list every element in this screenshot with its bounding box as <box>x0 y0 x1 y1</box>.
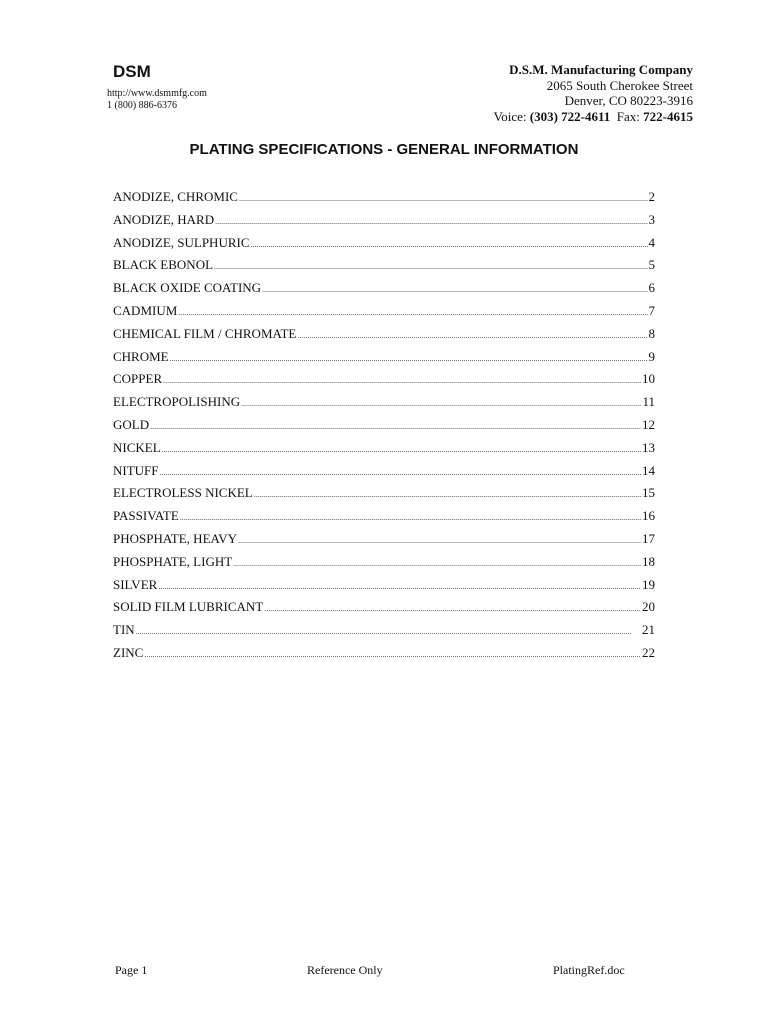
toc-entry[interactable] <box>113 619 655 642</box>
company-logo: DSM <box>113 62 151 81</box>
toc-entry-label: CADMIUM <box>113 302 178 318</box>
toc-entry-label: BLACK EBONOL <box>113 257 214 273</box>
toc-entry-page: 22 <box>642 644 655 660</box>
toc-leader-dots <box>214 256 647 279</box>
toc-leader-dots <box>238 530 641 553</box>
fax-label: Fax: <box>610 108 644 124</box>
toc-entry[interactable] <box>113 232 655 255</box>
voice-label: Voice: <box>493 108 530 124</box>
toc-entry[interactable] <box>113 277 655 300</box>
website-link[interactable]: http://www.dsmmfg.com <box>107 88 207 99</box>
page-title: PLATING SPECIFICATIONS - GENERAL INFORMATION <box>189 141 579 158</box>
toc-entry-page: 7 <box>648 302 655 318</box>
table-of-contents <box>113 186 655 665</box>
toc-entry-page: 12 <box>642 416 655 432</box>
contact-line <box>494 109 693 125</box>
company-address-block <box>494 62 693 124</box>
toc-entry-label: BLACK OXIDE COATING <box>113 280 262 296</box>
toc-entry-page: 10 <box>642 371 655 387</box>
toc-entry[interactable] <box>113 596 655 619</box>
toc-entry-page: 8 <box>648 325 655 341</box>
toc-entry[interactable] <box>113 209 655 232</box>
toc-entry[interactable] <box>113 460 655 483</box>
toc-entry-page: 6 <box>648 280 655 296</box>
toc-entry[interactable] <box>113 254 655 277</box>
toc-leader-dots <box>136 621 641 644</box>
toc-leader-dots <box>297 325 647 348</box>
toc-entry-label: PASSIVATE <box>113 508 179 524</box>
toc-entry-label: PHOSPHATE, HEAVY <box>113 530 238 546</box>
toc-leader-dots <box>239 188 648 211</box>
toc-entry-page: 2 <box>648 189 655 204</box>
voice-number: (303) 722-4611 <box>529 108 611 124</box>
toc-entry[interactable] <box>113 186 655 209</box>
toc-leader-dots <box>160 462 641 485</box>
toc-entry-page: 14 <box>642 462 655 478</box>
toc-entry[interactable] <box>113 346 655 369</box>
toc-leader-dots <box>162 439 641 462</box>
toc-leader-dots <box>180 507 641 530</box>
toc-leader-dots <box>178 302 647 325</box>
toc-entry[interactable] <box>113 323 655 346</box>
phone-number: 1 (800) 886-6376 <box>107 100 177 111</box>
toc-entry[interactable] <box>113 551 655 574</box>
toc-entry-page: 21 <box>642 622 655 638</box>
toc-entry-page: 19 <box>642 576 655 592</box>
toc-entry[interactable] <box>113 437 655 460</box>
toc-entry-page: 18 <box>642 553 655 569</box>
toc-leader-dots <box>233 553 641 576</box>
toc-entry-page: 9 <box>648 348 655 364</box>
toc-leader-dots <box>150 416 641 439</box>
toc-leader-dots <box>215 211 647 234</box>
toc-entry[interactable] <box>113 300 655 323</box>
toc-entry-label: ELECTROLESS NICKEL <box>113 485 253 501</box>
toc-entry-label: GOLD <box>113 416 150 432</box>
toc-entry-label: ANODIZE, SULPHURIC <box>113 234 250 250</box>
toc-entry-label: CHROME <box>113 348 169 364</box>
toc-entry-label: NICKEL <box>113 439 161 455</box>
toc-leader-dots <box>170 348 648 371</box>
toc-entry[interactable] <box>113 528 655 551</box>
toc-entry-label: SILVER <box>113 576 158 592</box>
city-state-zip: Denver, CO 80223-3916 <box>564 93 693 108</box>
toc-leader-dots <box>262 279 647 302</box>
toc-leader-dots <box>144 644 641 667</box>
toc-entry-page: 15 <box>642 485 655 501</box>
footer-note: Reference Only <box>307 963 383 977</box>
toc-entry-label: NITUFF <box>113 462 159 478</box>
toc-entry-label: ZINC <box>113 644 144 660</box>
toc-leader-dots <box>241 393 641 416</box>
footer-page-number: Page 1 <box>115 963 148 977</box>
toc-entry-page: 16 <box>642 508 655 524</box>
toc-entry[interactable] <box>113 414 655 437</box>
toc-entry-page: 4 <box>648 234 655 250</box>
toc-entry-page: 5 <box>648 257 655 273</box>
toc-entry-label: CHEMICAL FILM / CHROMATE <box>113 325 297 341</box>
toc-entry-label: PHOSPHATE, LIGHT <box>113 553 233 569</box>
toc-entry-label: SOLID FILM LUBRICANT <box>113 599 264 615</box>
toc-entry[interactable] <box>113 642 655 665</box>
toc-leader-dots <box>251 234 648 257</box>
toc-leader-dots <box>163 370 641 393</box>
toc-leader-dots <box>264 598 641 621</box>
toc-entry[interactable] <box>113 368 655 391</box>
company-name: D.S.M. Manufacturing Company <box>509 62 693 77</box>
toc-entry-label: ELECTROPOLISHING <box>113 394 241 410</box>
toc-entry-label: ANODIZE, CHROMIC <box>113 189 238 204</box>
toc-entry-label: TIN <box>113 622 135 638</box>
street-address: 2065 South Cherokee Street <box>546 77 693 93</box>
toc-entry[interactable] <box>113 391 655 414</box>
toc-entry-label: COPPER <box>113 371 163 387</box>
toc-entry-page: 3 <box>648 211 655 227</box>
toc-leader-dots <box>158 576 641 599</box>
toc-entry-page: 11 <box>642 394 655 410</box>
toc-leader-dots <box>254 484 641 507</box>
footer-filename: PlatingRef.doc <box>553 963 625 977</box>
fax-number: 722-4615 <box>643 108 693 124</box>
toc-entry-page: 20 <box>642 599 655 615</box>
toc-entry[interactable] <box>113 505 655 528</box>
toc-entry[interactable] <box>113 482 655 505</box>
toc-entry-page: 17 <box>642 530 655 546</box>
toc-entry-label: ANODIZE, HARD <box>113 211 215 227</box>
toc-entry[interactable] <box>113 574 655 597</box>
toc-entry-page: 13 <box>642 439 655 455</box>
